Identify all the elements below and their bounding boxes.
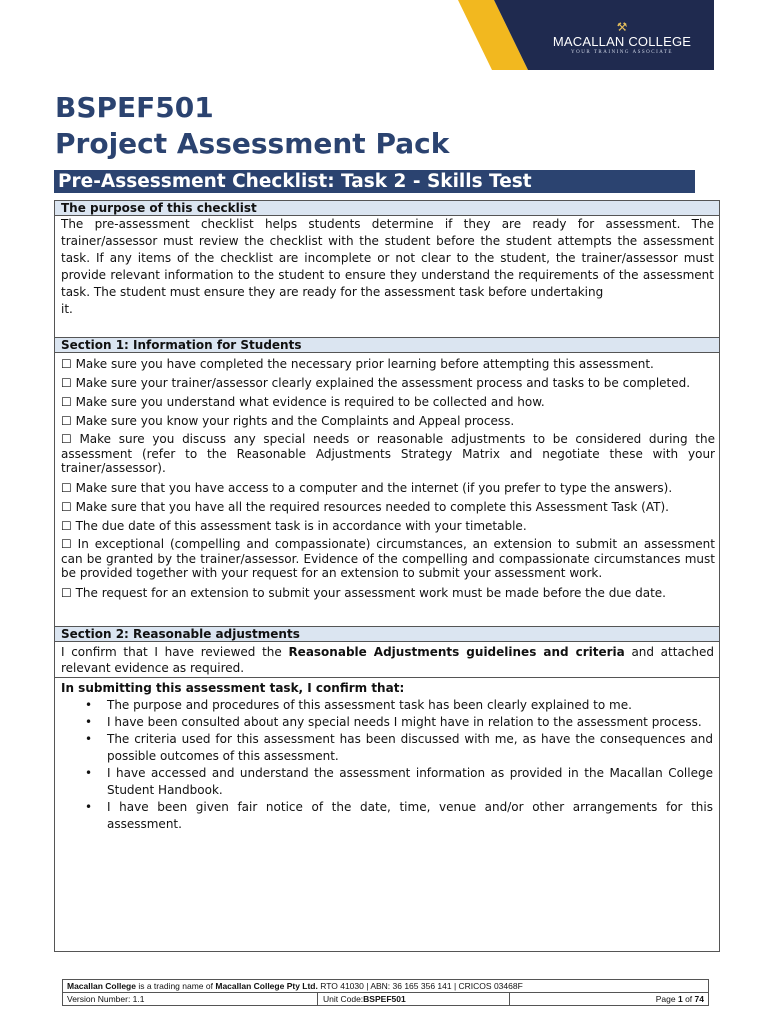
checklist-item[interactable]: ☐ In exceptional (compelling and compassionate) circumstances, an extension to submit an assessment can be granted by the trainer/assessor. Evidence of the compelling and compassionate circumstances must be provided together with your request for an extension to submit your assessment work.	[61, 537, 715, 580]
page-label: Page	[655, 994, 678, 1004]
purpose-paragraph: The pre-assessment checklist helps students determine if they are ready for assessment. The trainer/assessor must review the checklist with the student before the student attempts the assessment task. If any items of the checklist are incomplete or not clear to the student, the trainer/assessor must provide relevant information to the student to ensure they understand the requirements of the assessment task. The student must ensure they are ready for the assessment task before undertaking	[61, 217, 714, 299]
page-footer	[62, 979, 709, 1006]
submission-list	[55, 697, 719, 833]
list-item: • I have been consulted about any special needs I might have in relation to the assessment process.	[55, 714, 719, 731]
footer-registration: RTO 41030 | ABN: 36 165 356 141 | CRICOS 03468F	[317, 981, 523, 991]
section1-heading: Section 1: Information for Students	[55, 337, 719, 353]
footer-version: Version Number: 1.1	[63, 993, 318, 1005]
purpose-heading: The purpose of this checklist	[55, 201, 719, 216]
college-logo	[542, 20, 702, 57]
checklist-item[interactable]: ☐ Make sure you understand what evidence is required to be collected and how.	[61, 395, 545, 409]
hammer-icon: ⚒	[616, 20, 628, 34]
confirm-text-start: I confirm that I have reviewed the	[61, 645, 289, 659]
checklist-subtitle: Pre-Assessment Checklist: Task 2 - Skills Test	[58, 171, 532, 192]
section1-checklist	[55, 356, 719, 604]
page-current: 1	[677, 994, 683, 1004]
checklist-item[interactable]: ☐ Make sure you know your rights and the Complaints and Appeal process.	[61, 414, 515, 428]
list-item: • The purpose and procedures of this assessment task has been clearly explained to me.	[55, 697, 719, 714]
footer-brand: Macallan College	[67, 981, 136, 991]
list-item: • I have been given fair notice of the date, time, venue and/or other arrangements for this assessment.	[55, 799, 719, 833]
footer-trading-text: is a trading name of	[135, 981, 216, 991]
logo-name: MACALLAN COLLEGE	[552, 34, 692, 49]
footer-info-row	[63, 993, 708, 1005]
footer-unit-label: Unit Code:	[323, 994, 364, 1004]
confirm-text-bold: Reasonable Adjustments guidelines and criteria	[288, 645, 625, 659]
footer-unit-code: BSPEF501	[363, 994, 406, 1004]
footer-registration-row	[63, 980, 708, 993]
purpose-paragraph-end: it.	[61, 302, 73, 316]
title-pack-name: Project Assessment Pack	[55, 127, 450, 160]
checklist-item[interactable]: ☐ Make sure that you have all the required resources needed to complete this Assessment Task (AT).	[61, 500, 669, 514]
confirm-text-end: and attached relevant evidence as required.	[61, 645, 715, 675]
title-unit-code: BSPEF501	[55, 91, 214, 124]
page-total: 74	[694, 994, 704, 1004]
checklist-item[interactable]: ☐ The due date of this assessment task is in accordance with your timetable.	[61, 519, 527, 533]
checklist-item[interactable]: ☐ Make sure you discuss any special needs or reasonable adjustments to be considered during the assessment (refer to the Reasonable Adjustments Strategy Matrix and negotiate these with your trainer/assessor).	[61, 432, 715, 475]
checklist-table	[54, 200, 720, 952]
footer-page-number	[510, 993, 708, 1005]
document-title	[55, 90, 449, 162]
footer-unit	[318, 993, 510, 1005]
submission-block	[55, 677, 719, 833]
list-item: • The criteria used for this assessment has been discussed with me, as have the consequences and possible outcomes of this assessment.	[55, 731, 719, 765]
submission-heading: In submitting this assessment task, I confirm that:	[61, 681, 405, 695]
checklist-item[interactable]: ☐ Make sure that you have access to a computer and the internet (if you prefer to type the answers).	[61, 481, 673, 495]
footer-company: Macallan College Pty Ltd.	[215, 981, 318, 991]
section2-heading: Section 2: Reasonable adjustments	[55, 626, 719, 642]
page-of: of	[682, 994, 695, 1004]
checklist-item[interactable]: ☐ Make sure you have completed the necessary prior learning before attempting this assessment.	[61, 357, 654, 371]
purpose-text	[55, 216, 719, 318]
checklist-item[interactable]: ☐ Make sure your trainer/assessor clearly explained the assessment process and tasks to be completed.	[61, 376, 691, 390]
logo-tagline: YOUR TRAINING ASSOCIATE	[571, 50, 673, 55]
checklist-item[interactable]: ☐ The request for an extension to submit your assessment work must be made before the due date.	[61, 586, 666, 600]
list-item: • I have accessed and understand the assessment information as provided in the Macallan College Student Handbook.	[55, 765, 719, 799]
reasonable-adjustments-confirmation	[55, 643, 719, 676]
